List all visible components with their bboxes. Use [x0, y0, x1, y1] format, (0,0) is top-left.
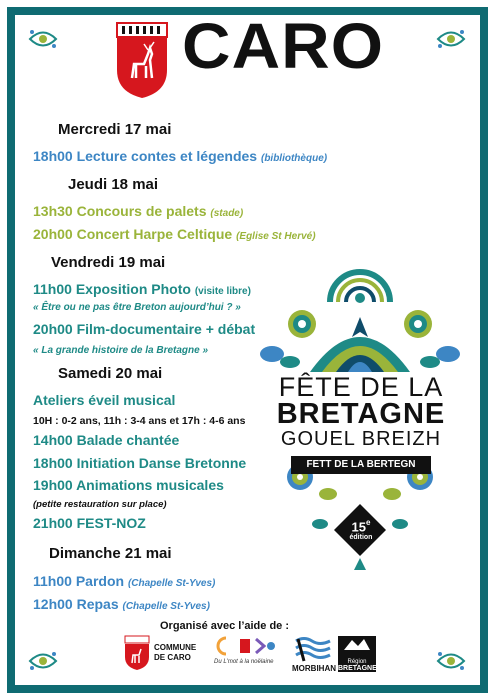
event-line: 12h00 Repas (Chapelle St-Yves) [33, 596, 210, 612]
event-line: 13h30 Concours de palets (stade) [33, 203, 244, 219]
region-logo-icon [338, 636, 376, 654]
event-line: 21h00 FEST-NOZ [33, 515, 146, 531]
day-heading: Dimanche 21 mai [49, 545, 172, 562]
day-heading: Mercredi 17 mai [58, 121, 172, 138]
region-bretagne-logo: Région BRETAGNE [338, 636, 376, 672]
fete-title-line2: BRETAGNE [276, 398, 446, 430]
event-subtitle: « Être ou ne pas être Breton aujourd’hui ? » [33, 302, 241, 313]
fete-subtitle-breton: GOUEL BREIZH [280, 428, 442, 450]
day-heading: Samedi 20 mai [58, 365, 163, 382]
morbihan-logo-icon [294, 635, 332, 663]
association-logo [216, 635, 276, 657]
day-heading: Jeudi 18 mai [68, 176, 159, 193]
event-subtitle: (petite restauration sur place) [33, 499, 167, 510]
corner-ornament-icon [26, 646, 60, 676]
day-heading: Vendredi 19 mai [51, 254, 166, 271]
morbihan-logo-text: MORBIHAN [292, 664, 336, 673]
page-title: CARO [182, 10, 385, 82]
event-line: 19h00 Animations musicales [33, 477, 224, 493]
event-line: 18h00 Initiation Danse Bretonne [33, 455, 247, 471]
event-line: 11h00 Exposition Photo (visite libre) [33, 281, 251, 297]
event-subtitle: 10H : 0-2 ans, 11h : 3-4 ans et 17h : 4-6 ans [33, 415, 246, 427]
footer-title: Organisé avec l’aide de : [160, 620, 290, 632]
corner-ornament-icon [434, 646, 468, 676]
fete-title-line1: FÊTE DE LA [278, 372, 444, 402]
caro-crest-small-icon [124, 635, 150, 671]
event-line: 11h00 Pardon (Chapelle St-Yves) [33, 573, 216, 589]
event-line: 20h00 Film-documentaire + débat [33, 321, 256, 337]
edition-badge: 15e édition [349, 518, 373, 542]
event-subtitle: « La grande histoire de la Bretagne » [33, 345, 209, 356]
commune-logo-text: COMMUNE DE CARO [154, 643, 197, 662]
fete-subtitle-gallo: FETT DE LA BERTEGN [291, 456, 431, 474]
corner-ornament-icon [26, 24, 60, 54]
caro-crest-icon [114, 20, 170, 100]
event-line: Ateliers éveil musical [33, 392, 176, 408]
corner-ornament-icon [434, 24, 468, 54]
event-line: 14h00 Balade chantée [33, 432, 180, 448]
association-logo-text: Du L'mot à la noëlaine [214, 659, 274, 665]
event-line: 20h00 Concert Harpe Celtique (Eglise St Hervé) [33, 226, 316, 242]
event-line: 18h00 Lecture contes et légendes (bibliothèque) [33, 148, 328, 164]
